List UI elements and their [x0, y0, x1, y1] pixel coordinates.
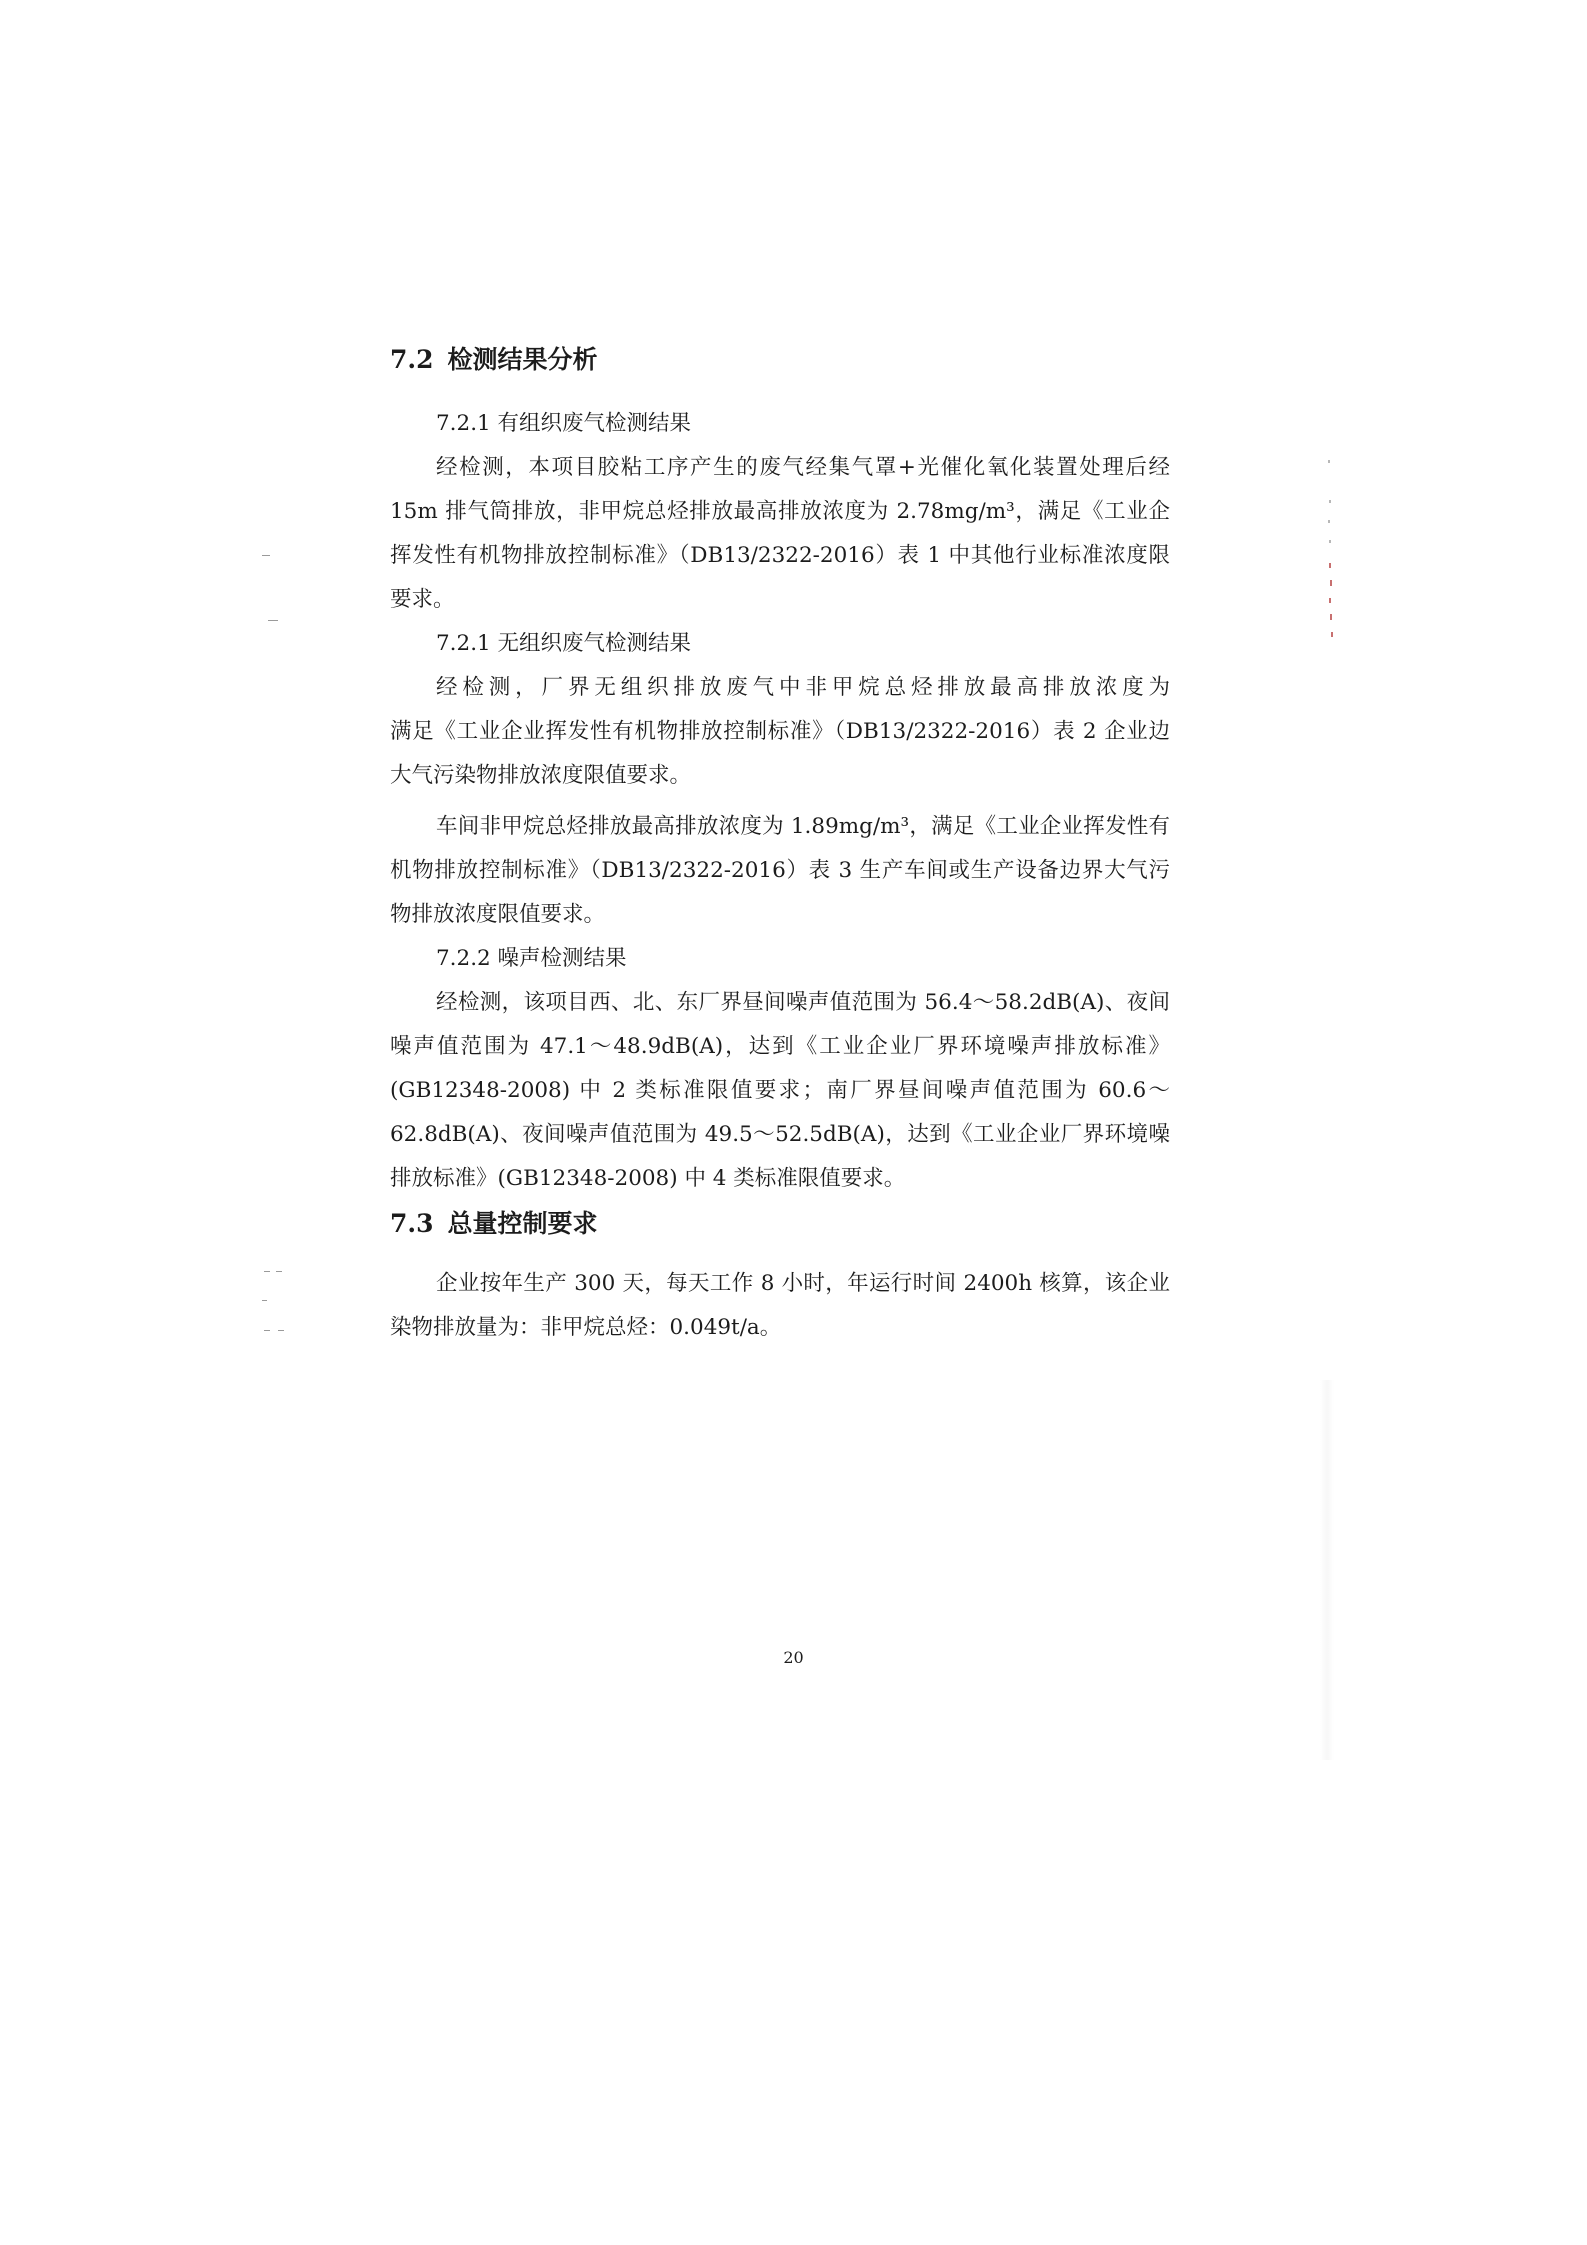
section-heading-7-2: [390, 338, 598, 382]
paragraph-line: 要求。: [390, 587, 455, 612]
paragraph-line: 染物排放量为：非甲烷总烃：0.049t/a。: [390, 1315, 782, 1340]
scan-speck: [262, 555, 270, 556]
paragraph-line: (GB12348-2008) 中 2 类标准限值要求；南厂界昼间噪声值范围为 60.6～: [390, 1078, 1170, 1103]
paragraph-line: 物排放浓度限值要求。: [390, 902, 606, 927]
paragraph-line: 经检测，该项目西、北、东厂界昼间噪声值范围为 56.4～58.2dB(A)、夜间: [436, 990, 1170, 1015]
scan-speck: [264, 1271, 270, 1272]
paragraph-line: 经检测，本项目胶粘工序产生的废气经集气罩+光催化氧化装置处理后经: [436, 455, 1170, 480]
paragraph-line: 15m 排气筒排放，非甲烷总烃排放最高排放浓度为 2.78mg/m³，满足《工业企: [390, 499, 1170, 524]
scan-speck: [1329, 500, 1331, 503]
subsection-heading-organized-exhaust: 7.2.1 有组织废气检测结果: [436, 411, 692, 436]
red-ink-mark: [1329, 563, 1331, 568]
scan-speck: [1329, 540, 1331, 543]
paragraph-line: 经检测，厂界无组织排放废气中非甲烷总烃排放最高排放浓度为: [436, 675, 1170, 700]
section-number: 7.2: [390, 345, 434, 374]
subsection-heading-fugitive-exhaust: 7.2.1 无组织废气检测结果: [436, 631, 692, 656]
section-title: 检测结果分析: [447, 345, 598, 374]
paragraph-line: 满足《工业企业挥发性有机物排放控制标准》（DB13/2322-2016）表 2 企业边: [390, 719, 1170, 744]
scan-speck: [264, 1330, 270, 1331]
paragraph-line: 挥发性有机物排放控制标准》（DB13/2322-2016）表 1 中其他行业标准浓度限: [390, 543, 1170, 568]
scan-speck: [1328, 460, 1330, 463]
scan-speck: [262, 1300, 267, 1301]
red-ink-mark: [1330, 614, 1332, 620]
section-heading-7-3: [390, 1202, 598, 1246]
scan-speck: [278, 1330, 284, 1331]
section-title: 总量控制要求: [447, 1209, 598, 1238]
section-number: 7.3: [390, 1209, 434, 1238]
subsection-heading-noise: 7.2.2 噪声检测结果: [436, 946, 627, 971]
paragraph-line: 车间非甲烷总烃排放最高排放浓度为 1.89mg/m³，满足《工业企业挥发性有: [436, 814, 1170, 839]
paragraph-line: 排放标准》(GB12348-2008) 中 4 类标准限值要求。: [390, 1166, 906, 1191]
scan-speck: [276, 1271, 282, 1272]
page-number: 20: [783, 1648, 804, 1667]
paragraph-line: 大气污染物排放浓度限值要求。: [390, 763, 692, 788]
scan-edge-shadow: [1320, 1380, 1334, 1760]
red-ink-mark: [1330, 580, 1332, 586]
scan-speck: [268, 620, 278, 621]
red-ink-mark: [1331, 632, 1333, 637]
red-ink-mark: [1329, 598, 1331, 603]
paragraph-line: 62.8dB(A)、夜间噪声值范围为 49.5～52.5dB(A)，达到《工业企业厂界环境噪: [390, 1122, 1170, 1147]
paragraph-line: 噪声值范围为 47.1～48.9dB(A)，达到《工业企业厂界环境噪声排放标准》: [390, 1034, 1170, 1059]
scan-speck: [1328, 520, 1330, 523]
paragraph-line: 机物排放控制标准》（DB13/2322-2016）表 3 生产车间或生产设备边界大气污: [390, 858, 1170, 883]
paragraph-line: 企业按年生产 300 天，每天工作 8 小时，年运行时间 2400h 核算，该企业: [436, 1271, 1170, 1296]
